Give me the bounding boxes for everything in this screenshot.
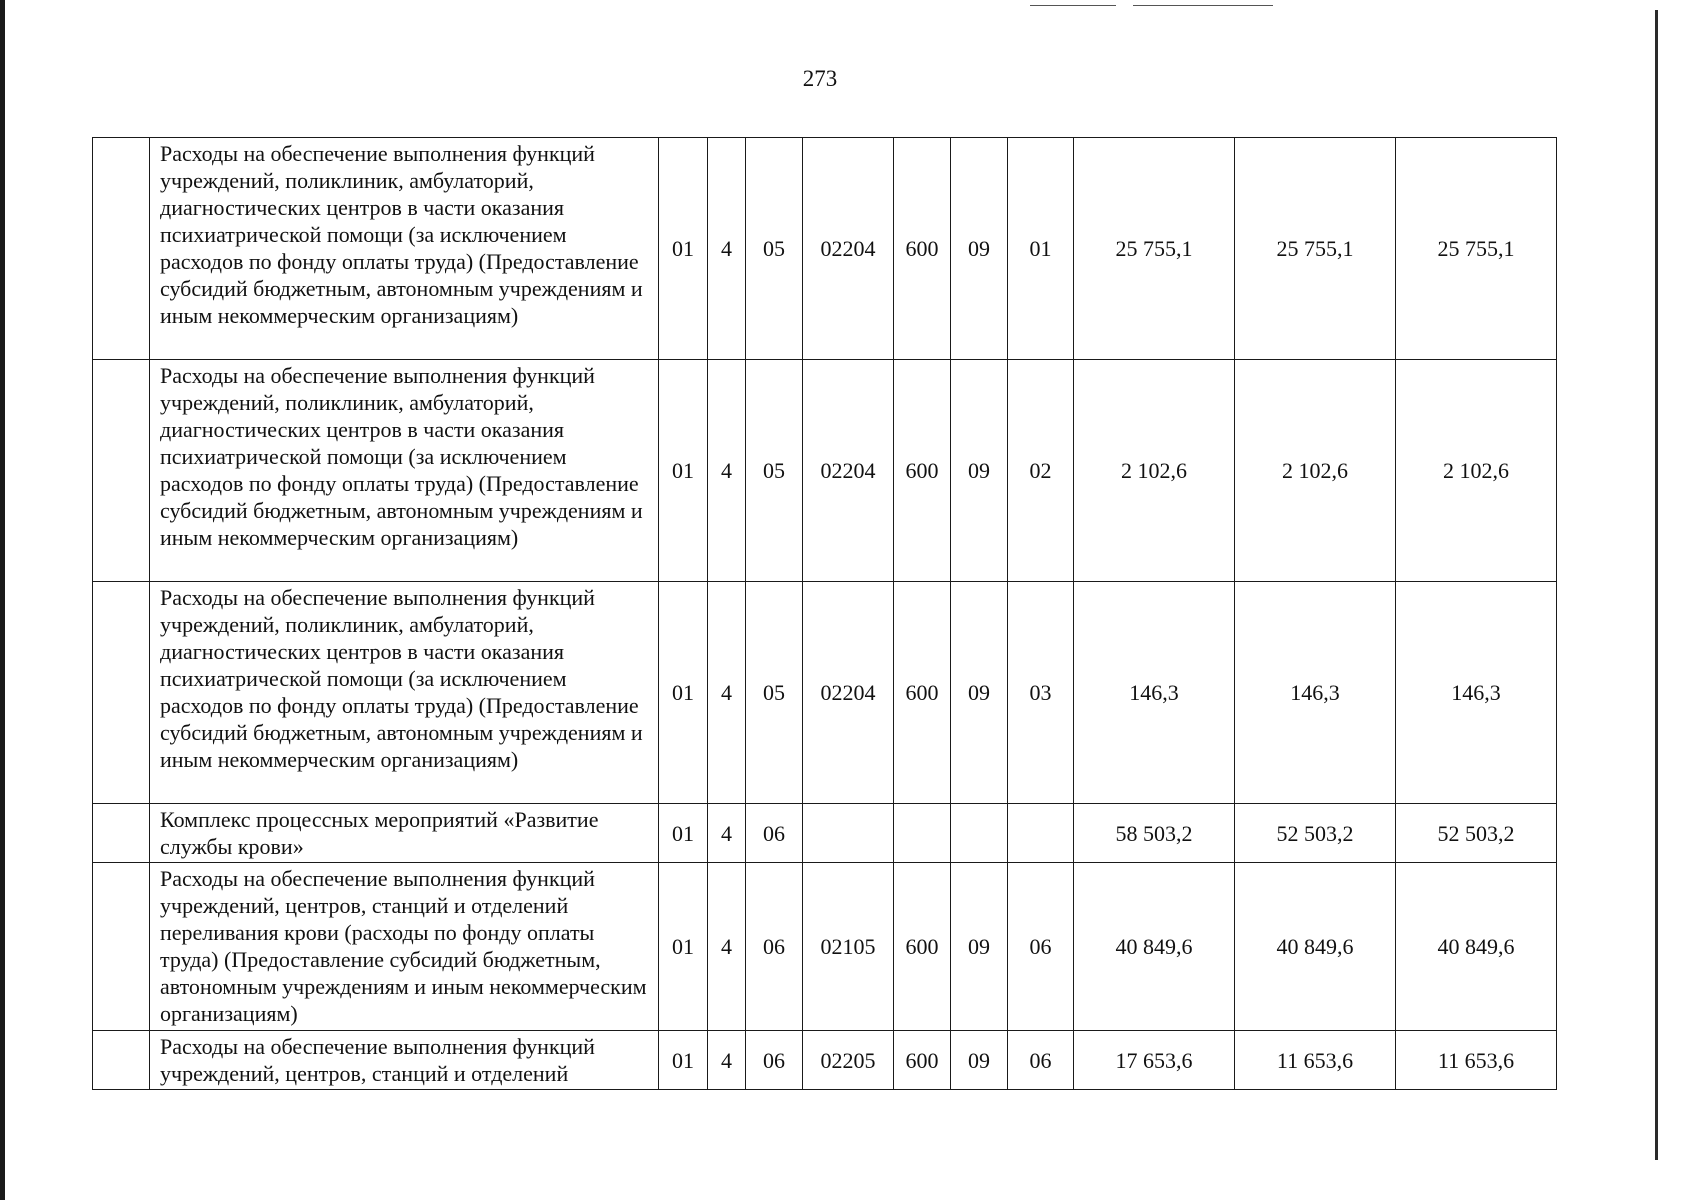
code-cell	[803, 804, 894, 863]
amount-cell: 17 653,6	[1074, 1031, 1235, 1090]
description-cell: Расходы на обеспечение выполнения функций учреждений, поликлиник, амбулаторий, диагностических центров в части оказания психиатрической помощи (за исключением расходов по фонду оплаты труда) (Предоставление субсидий бюджетным, автономным учреждениям и иным некоммерческим организациям)	[150, 360, 659, 582]
table-row	[93, 804, 1557, 863]
amount-cell: 2 102,6	[1074, 360, 1235, 582]
amount-cell: 25 755,1	[1396, 138, 1557, 360]
code-cell: 02204	[803, 360, 894, 582]
amount-cell: 146,3	[1074, 582, 1235, 804]
scan-right-border	[1655, 10, 1658, 1160]
row-number-cell	[93, 360, 150, 582]
amount-cell: 11 653,6	[1396, 1031, 1557, 1090]
row-number-cell	[93, 582, 150, 804]
amount-cell: 52 503,2	[1396, 804, 1557, 863]
amount-cell: 52 503,2	[1235, 804, 1396, 863]
code-cell: 09	[951, 863, 1008, 1031]
table-row	[93, 138, 1557, 360]
amount-cell: 40 849,6	[1396, 863, 1557, 1031]
code-cell: 4	[708, 582, 746, 804]
code-cell: 600	[894, 138, 951, 360]
code-cell: 02204	[803, 582, 894, 804]
amount-cell: 2 102,6	[1396, 360, 1557, 582]
amount-cell: 40 849,6	[1235, 863, 1396, 1031]
code-cell: 01	[659, 360, 708, 582]
code-cell: 600	[894, 1031, 951, 1090]
amount-cell: 25 755,1	[1235, 138, 1396, 360]
table-row	[93, 1031, 1557, 1090]
description-cell: Расходы на обеспечение выполнения функций учреждений, поликлиник, амбулаторий, диагностических центров в части оказания психиатрической помощи (за исключением расходов по фонду оплаты труда) (Предоставление субсидий бюджетным, автономным учреждениям и иным некоммерческим организациям)	[150, 138, 659, 360]
budget-table	[92, 137, 1557, 1090]
code-cell: 06	[746, 804, 803, 863]
code-cell: 05	[746, 582, 803, 804]
row-number-cell	[93, 804, 150, 863]
code-cell: 01	[659, 1031, 708, 1090]
table-row	[93, 582, 1557, 804]
code-cell: 06	[1008, 1031, 1074, 1090]
code-cell: 09	[951, 360, 1008, 582]
scan-left-border	[0, 0, 5, 1200]
code-cell: 03	[1008, 582, 1074, 804]
code-cell: 01	[659, 582, 708, 804]
table-row	[93, 863, 1557, 1031]
amount-cell: 146,3	[1235, 582, 1396, 804]
amount-cell: 11 653,6	[1235, 1031, 1396, 1090]
code-cell: 600	[894, 863, 951, 1031]
code-cell: 02205	[803, 1031, 894, 1090]
code-cell	[1008, 804, 1074, 863]
code-cell: 4	[708, 804, 746, 863]
description-cell: Комплекс процессных мероприятий «Развитие службы крови»	[150, 804, 659, 863]
code-cell: 09	[951, 138, 1008, 360]
code-cell: 4	[708, 360, 746, 582]
code-cell: 09	[951, 1031, 1008, 1090]
code-cell: 06	[746, 863, 803, 1031]
code-cell: 01	[659, 138, 708, 360]
amount-cell: 25 755,1	[1074, 138, 1235, 360]
scan-mark	[1133, 5, 1273, 6]
code-cell: 01	[659, 863, 708, 1031]
code-cell: 600	[894, 360, 951, 582]
page-number: 273	[802, 66, 838, 91]
code-cell: 02204	[803, 138, 894, 360]
code-cell: 02105	[803, 863, 894, 1031]
row-number-cell	[93, 138, 150, 360]
code-cell: 02	[1008, 360, 1074, 582]
scan-mark	[1030, 5, 1116, 6]
code-cell: 600	[894, 582, 951, 804]
amount-cell: 40 849,6	[1074, 863, 1235, 1031]
description-cell: Расходы на обеспечение выполнения функций учреждений, центров, станций и отделений переливания крови (расходы по фонду оплаты труда) (Предоставление субсидий бюджетным, автономным учреждениям и иным некоммерческим организациям)	[150, 863, 659, 1031]
code-cell	[951, 804, 1008, 863]
row-number-cell	[93, 1031, 150, 1090]
code-cell: 09	[951, 582, 1008, 804]
code-cell: 01	[659, 804, 708, 863]
amount-cell: 2 102,6	[1235, 360, 1396, 582]
code-cell: 4	[708, 863, 746, 1031]
description-cell: Расходы на обеспечение выполнения функций учреждений, центров, станций и отделений	[150, 1031, 659, 1090]
code-cell: 4	[708, 1031, 746, 1090]
code-cell: 06	[1008, 863, 1074, 1031]
code-cell	[894, 804, 951, 863]
row-number-cell	[93, 863, 150, 1031]
description-cell: Расходы на обеспечение выполнения функций учреждений, поликлиник, амбулаторий, диагностических центров в части оказания психиатрической помощи (за исключением расходов по фонду оплаты труда) (Предоставление субсидий бюджетным, автономным учреждениям и иным некоммерческим организациям)	[150, 582, 659, 804]
amount-cell: 146,3	[1396, 582, 1557, 804]
code-cell: 05	[746, 138, 803, 360]
amount-cell: 58 503,2	[1074, 804, 1235, 863]
table-row	[93, 360, 1557, 582]
code-cell: 01	[1008, 138, 1074, 360]
code-cell: 05	[746, 360, 803, 582]
code-cell: 4	[708, 138, 746, 360]
code-cell: 06	[746, 1031, 803, 1090]
